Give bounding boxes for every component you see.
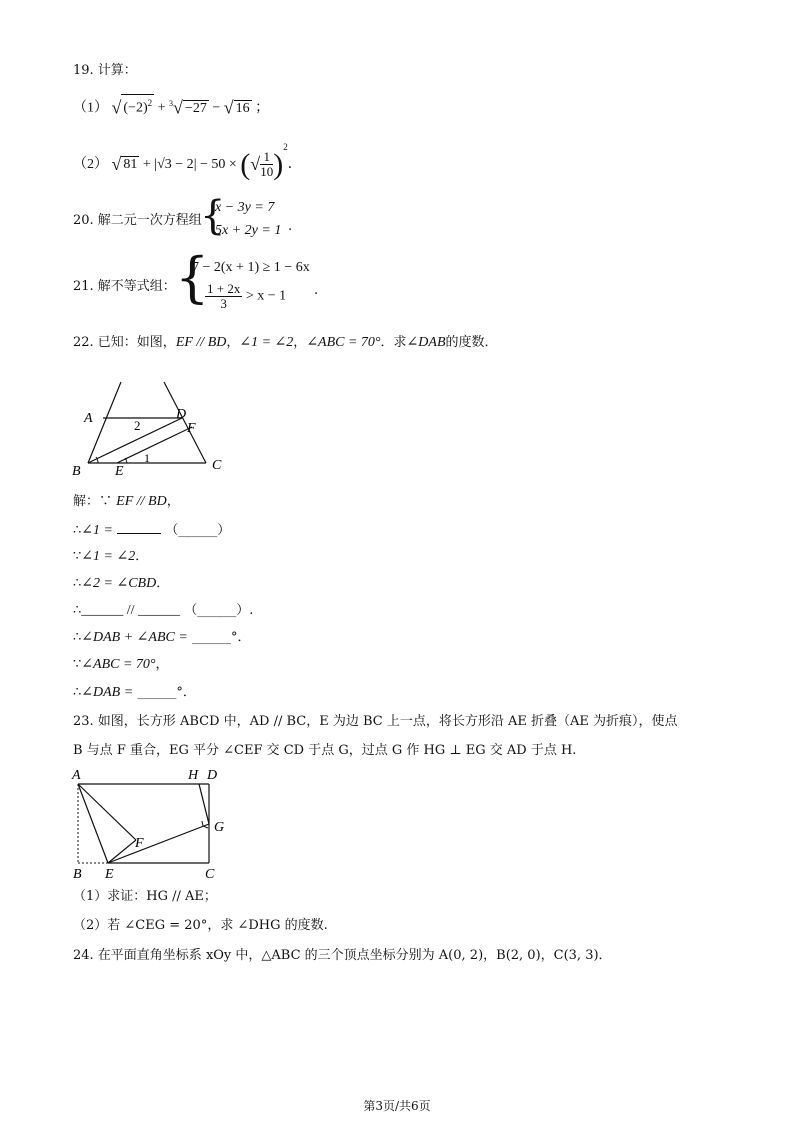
q22-label-e: E [115,464,124,479]
q23-text-line1: 23. 如图，长方形 ABCD 中，AD // BC，E 为边 BC 上一点，将长方形沿 AE 折叠（AE 为折痕），使点 [73,714,678,729]
q21-ineq2: $\frac{1 + 2x}{3}$ > x − 1 [207,281,287,311]
q19-part2: （2） √ 81 + |√3 − 2| − 50 × (√ $\frac{1}{10}$ )$^2$． [73,142,302,181]
q22-label-b: B [72,464,81,479]
q22-step-5: ∴∠DAB + ∠ABC = ______°． [73,630,251,645]
q20-eq1: x − 3y = 7 [215,200,275,215]
q23-text-line2: B 与点 F 重合，EG 平分 ∠CEF 交 CD 于点 G，过点 G 作 HG ⊥ EG 交 AD 于点 H. [73,743,577,758]
q23-label-h: H [188,768,199,783]
q23-part2: （2）若 ∠CEG = 20°，求 ∠DHG 的度数. [73,918,328,933]
q23-label-b: B [73,867,82,882]
q21-suffix: . [314,283,319,298]
q22-label-d: D [176,407,187,422]
q19-part2-label: （2） [73,157,108,172]
q23-label-a: A [72,768,81,783]
q20-eq2: 5x + 2y = 1 [215,223,282,238]
q22-label-c: C [212,458,222,473]
q22-label-f: F [187,421,196,436]
q20-prompt: 20. 解二元一次方程组 [73,213,202,228]
q19-part1: （1） √ $(-2)^2 + ^3√ -27$ − √ 16 ； [73,94,269,118]
q23-figure [68,766,238,886]
q21-ineq1: 7 − 2(x + 1) ≥ 1 − 6x [192,260,310,275]
q23-label-g: G [214,820,225,835]
q22-step-7: ∴∠DAB = ______°． [73,685,196,700]
q22-step-0: 解：∵ EF // BD， [73,494,180,509]
q22-step-3: ∴∠2 = ∠CBD． [73,576,170,591]
page-footer: 第3页/共6页 [363,1099,431,1113]
q22-angle-1: 1 [144,451,150,465]
q22-prompt: 22. 已知：如图，EF // BD，∠1 = ∠2，∠ABC = 70°．求∠DAB的度数． [73,335,498,350]
q23-label-e: E [105,867,114,882]
q19-part1-label: （1） [73,100,108,116]
q21-prompt: 21. 解不等式组： [73,279,176,294]
q22-step-2: ∵∠1 = ∠2． [73,549,149,564]
q24-text: 24. 在平面直角坐标系 xOy 中，△ABC 的三个顶点坐标分别为 A(0, 2)，B(2, 0)，C(3, 3)． [73,948,612,963]
q23-part1: （1）求证：HG // AE； [73,889,217,904]
q19-title: 19. 计算： [73,63,137,78]
q23-label-d: D [207,768,218,783]
q22-figure [66,372,246,482]
q23-label-f: F [135,836,144,851]
q22-angle-2: 2 [134,418,141,433]
q20-suffix: . [288,219,293,234]
q22-step-6: ∵∠ABC = 70°， [73,657,169,672]
q23-label-c: C [205,867,215,882]
q22-step-1: ∴∠1 = （______） [73,523,231,538]
q22-label-a: A [84,411,93,426]
q22-step-4: ∴______ // ______ （______）. [73,603,254,618]
